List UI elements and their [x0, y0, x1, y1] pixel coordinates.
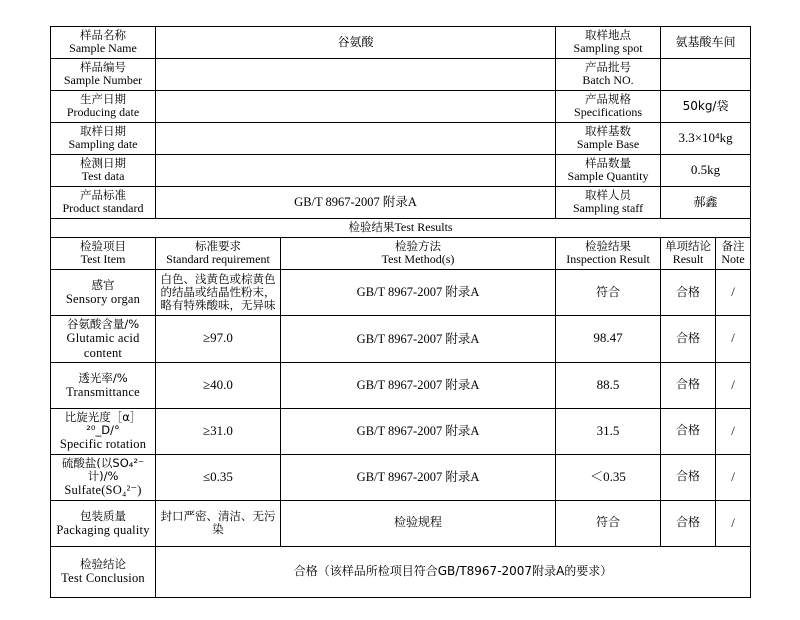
field-label-test-data: 检测日期 Test data	[51, 155, 156, 187]
row-item-sensory: 感官 Sensory organ	[51, 269, 156, 315]
row-note: /	[716, 500, 751, 546]
row-note: /	[716, 408, 751, 454]
row-result: 符合	[556, 500, 661, 546]
row-method: GB/T 8967-2007 附录A	[281, 408, 556, 454]
field-value-product-standard[interactable]: GB/T 8967-2007 附录A	[156, 187, 556, 219]
field-label-product-standard: 产品标准 Product standard	[51, 187, 156, 219]
row-note: /	[716, 454, 751, 500]
row-item-packaging-quality: 包装质量 Packaging quality	[51, 500, 156, 546]
column-header-standard-requirement: 标准要求 Standard requirement	[156, 237, 281, 269]
report-table	[50, 26, 751, 598]
field-label-sample-name: 样品名称 Sample Name	[51, 27, 156, 59]
column-header-inspection-result: 检验结果 Inspection Result	[556, 237, 661, 269]
row-conclusion: 合格	[661, 500, 716, 546]
field-value-sampling-staff[interactable]: 郝鑫	[661, 187, 751, 219]
row-item-specific-rotation: 比旋光度［α］²⁰_D/° Specific rotation	[51, 408, 156, 454]
test-results-band-row	[51, 219, 751, 238]
test-conclusion-text: 合格（该样品所检项目符合GB/T8967-2007附录A的要求）	[156, 546, 751, 597]
field-value-specifications[interactable]: 50kg/袋	[661, 91, 751, 123]
inspection-report-sheet	[50, 26, 750, 598]
row-result: 98.47	[556, 315, 661, 362]
field-label-producing-date: 生产日期 Producing date	[51, 91, 156, 123]
column-header-test-item: 检验项目 Test Item	[51, 237, 156, 269]
row-requirement: 封口严密、清洁、无污染	[156, 500, 281, 546]
field-value-test-data[interactable]	[156, 155, 556, 187]
row-method: GB/T 8967-2007 附录A	[281, 269, 556, 315]
row-result: 88.5	[556, 362, 661, 408]
test-conclusion-label: 检验结论 Test Conclusion	[51, 546, 156, 597]
table-row	[51, 362, 751, 408]
row-conclusion: 合格	[661, 315, 716, 362]
header-row	[51, 59, 751, 91]
field-value-producing-date[interactable]	[156, 91, 556, 123]
field-value-sample-number[interactable]	[156, 59, 556, 91]
row-requirement: ≥97.0	[156, 315, 281, 362]
row-method: GB/T 8967-2007 附录A	[281, 454, 556, 500]
test-results-band: 检验结果Test Results	[51, 219, 751, 238]
field-value-sample-name[interactable]: 谷氨酸	[156, 27, 556, 59]
test-conclusion-row	[51, 546, 751, 597]
table-row	[51, 500, 751, 546]
table-row	[51, 269, 751, 315]
table-row	[51, 454, 751, 500]
row-note: /	[716, 269, 751, 315]
row-item-glutamic-acid-content: 谷氨酸含量/% Glutamic acid content	[51, 315, 156, 362]
field-label-sample-quantity: 样品数量 Sample Quantity	[556, 155, 661, 187]
row-item-sulfate: 硫酸盐(以SO₄²⁻计)/% Sulfate(SO₄²⁻)	[51, 454, 156, 500]
row-method: 检验规程	[281, 500, 556, 546]
row-note: /	[716, 315, 751, 362]
column-header-test-methods: 检验方法 Test Method(s)	[281, 237, 556, 269]
header-row	[51, 27, 751, 59]
table-row	[51, 315, 751, 362]
row-requirement: ≥40.0	[156, 362, 281, 408]
field-value-sampling-spot[interactable]: 氨基酸车间	[661, 27, 751, 59]
field-label-batch-no: 产品批号 Batch NO.	[556, 59, 661, 91]
row-conclusion: 合格	[661, 408, 716, 454]
column-header-result: 单项结论 Result	[661, 237, 716, 269]
row-note: /	[716, 362, 751, 408]
row-result: 符合	[556, 269, 661, 315]
table-row	[51, 408, 751, 454]
row-conclusion: 合格	[661, 362, 716, 408]
row-conclusion: 合格	[661, 454, 716, 500]
row-requirement: ≤0.35	[156, 454, 281, 500]
row-result: 31.5	[556, 408, 661, 454]
column-header-note: 备注 Note	[716, 237, 751, 269]
header-row	[51, 123, 751, 155]
column-header-row	[51, 237, 751, 269]
field-label-sampling-spot: 取样地点 Sampling spot	[556, 27, 661, 59]
field-label-sampling-staff: 取样人员 Sampling staff	[556, 187, 661, 219]
field-label-sample-number: 样品编号 Sample Number	[51, 59, 156, 91]
header-row	[51, 91, 751, 123]
field-label-sample-base: 取样基数 Sample Base	[556, 123, 661, 155]
field-label-specifications: 产品规格 Specifications	[556, 91, 661, 123]
row-result: ＜0.35	[556, 454, 661, 500]
field-value-sampling-date[interactable]	[156, 123, 556, 155]
header-row	[51, 155, 751, 187]
field-value-sample-base[interactable]: 3.3×10⁴kg	[661, 123, 751, 155]
field-value-batch-no[interactable]	[661, 59, 751, 91]
row-conclusion: 合格	[661, 269, 716, 315]
row-requirement: ≥31.0	[156, 408, 281, 454]
row-method: GB/T 8967-2007 附录A	[281, 362, 556, 408]
field-label-sampling-date: 取样日期 Sampling date	[51, 123, 156, 155]
header-row	[51, 187, 751, 219]
field-value-sample-quantity[interactable]: 0.5kg	[661, 155, 751, 187]
row-method: GB/T 8967-2007 附录A	[281, 315, 556, 362]
row-requirement: 白色、浅黄色或棕黄色的结晶或结晶性粉末，略有特殊酸味，无异味	[156, 269, 281, 315]
row-item-transmittance: 透光率/% Transmittance	[51, 362, 156, 408]
